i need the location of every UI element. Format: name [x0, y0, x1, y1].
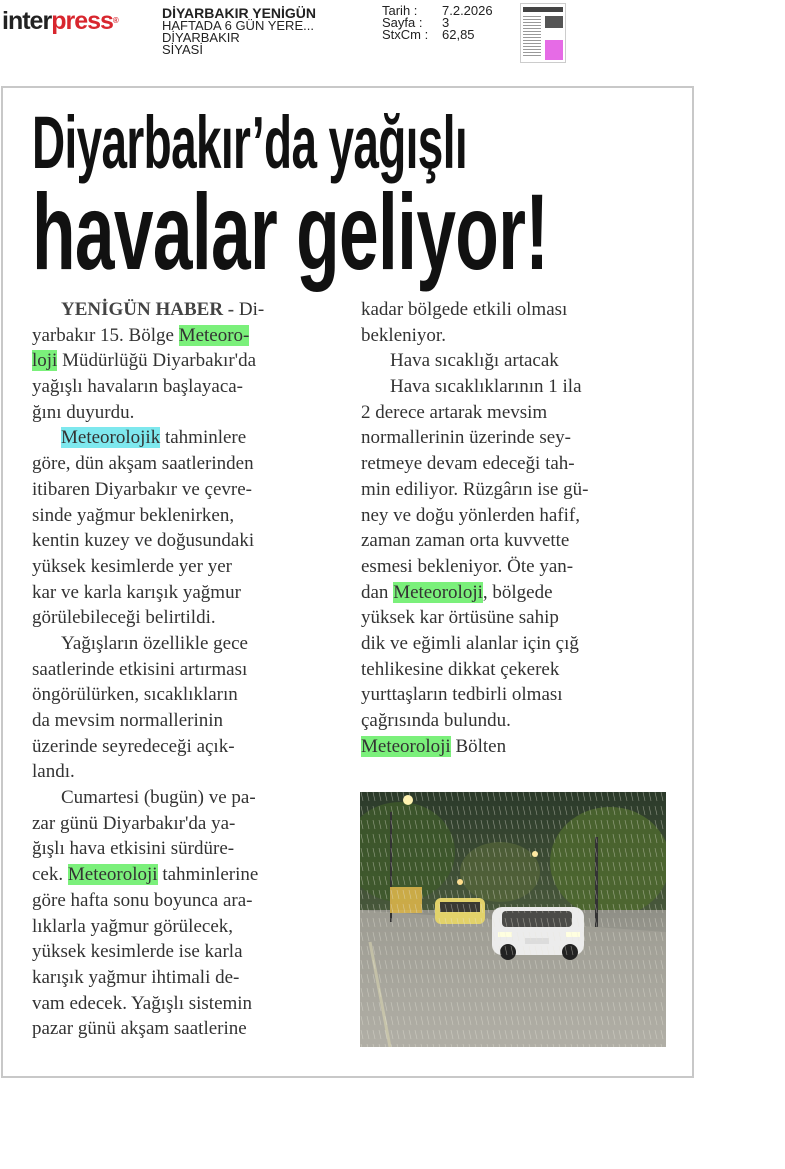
text-line: yüksek kesimlerde ise karla [32, 941, 243, 963]
text-line: göre hafta sonu boyunca ara- [32, 889, 253, 911]
text-line: kadar bölgede etkili olması [361, 299, 568, 320]
article-column-1 [32, 297, 337, 1042]
text-line: üzerinde seyredeceği açık- [32, 735, 235, 757]
page-thumbnail-icon[interactable] [520, 3, 566, 63]
keyword-highlight: Meteoro- [178, 324, 250, 346]
text-line: loji Müdürlüğü Diyarbakır'da [32, 350, 256, 372]
text-line: itibaren Diyarbakır ve çevre- [32, 478, 252, 500]
text-line: sinde yağmur beklenirken, [32, 504, 235, 526]
text-line: min ediliyor. Rüzgârın ise gü- [361, 478, 589, 500]
clipping-meta [382, 5, 493, 41]
text-line: ney ve doğu yönlerden hafif, [361, 504, 580, 526]
text-line: retmeye devam edeceği tah- [361, 453, 575, 475]
text-line: vam edecek. Yağışlı sistemin [32, 992, 253, 1014]
page-label: Sayfa : [382, 15, 423, 30]
keyword-highlight: loji [32, 350, 58, 372]
text-line: cek. Meteoroloji tahminlerine [32, 864, 259, 886]
date-value: 7.2.2026 [442, 3, 493, 18]
photo-illustration [360, 792, 666, 1047]
text-line: saatlerinde etkisini artırması [32, 658, 248, 680]
text-line: dik ve eğimli alanlar için çığ [361, 632, 579, 654]
section: SİYASİ [162, 42, 203, 57]
text-line: 2 derece artarak mevsim [361, 401, 548, 423]
text-line: da mevsim normallerinin [32, 710, 224, 731]
text-line: ğışlı hava etkisini sürdüre- [32, 838, 235, 860]
text-line: karışık yağmur ihtimali de- [32, 966, 240, 988]
thumb-text [523, 16, 541, 58]
keyword-highlight: Meteorolojik [61, 427, 161, 449]
text-line: landı. [32, 761, 75, 783]
thumb-highlight [545, 40, 563, 60]
article-short-title: HAFTADA 6 GÜN YERE... [162, 18, 314, 33]
stxcm-row [382, 29, 493, 41]
text-line: yurttaşların tedbirli olması [361, 684, 563, 706]
thumb-headline [523, 7, 563, 12]
text-line: Cumartesi (bugün) ve pa- [61, 787, 256, 809]
text-line: zaman zaman orta kuvvette [361, 530, 570, 552]
text-line: esmesi bekleniyor. Öte yan- [361, 555, 574, 577]
keyword-highlight: Meteoroloji [67, 864, 158, 886]
text-line: göre, dün akşam saatlerinden [32, 453, 254, 475]
logo-part2: press [51, 7, 113, 35]
text-line: pazar günü akşam saatlerine [32, 1018, 247, 1040]
text-line: Hava sıcaklıklarının 1 ila [390, 376, 582, 398]
text-line: lıklarla yağmur görülecek, [32, 915, 234, 937]
text-line: çağrısında bulundu. [361, 710, 511, 731]
text-line: bekleniyor. [361, 324, 446, 346]
text-line: yarbakır 15. Bölge Meteoro- [32, 324, 250, 346]
rainy-street-photo [360, 792, 666, 1047]
text-line: Meteoroloji Bölten [361, 735, 507, 757]
city: DİYARBAKIR [162, 30, 240, 45]
text-line: kar ve karla karışık yağmur [32, 581, 241, 603]
stxcm-value: 62,85 [442, 27, 475, 42]
byline: YENİGÜN HABER - [61, 299, 235, 320]
publication-info [162, 7, 316, 56]
text-line: yağışlı havaların başlayaca- [32, 376, 244, 398]
date-label: Tarih : [382, 3, 418, 18]
text-line: öngörülürken, sıcaklıkların [32, 684, 238, 706]
subheading: Hava sıcaklığı artacak [390, 350, 559, 372]
thumb-image [545, 16, 563, 28]
stxcm-label: StxCm : [382, 27, 429, 42]
headline-line2: havalar geliyor! [32, 171, 549, 292]
text-line: Yağışların özellikle gece [61, 632, 248, 654]
text-line: yüksek kar örtüsüne sahip [361, 607, 559, 629]
interpress-logo [2, 6, 118, 36]
text-line: ğını duyurdu. [32, 401, 135, 423]
text-line: kentin kuzey ve doğusundaki [32, 530, 255, 552]
logo-part1: inter [2, 7, 52, 35]
text-line: Meteorolojik tahminlere [61, 427, 247, 449]
keyword-highlight: Meteoroloji [393, 581, 483, 603]
logo-registered-mark: ® [112, 16, 118, 25]
headline-line1: Diyarbakır’da yağışlı [32, 101, 467, 184]
text-line: zar günü Diyarbakır'da ya- [32, 812, 236, 834]
text-line: yüksek kesimlerde yer yer [32, 555, 232, 577]
text-line: görülebileceği belirtildi. [32, 607, 216, 629]
publication-name: DİYARBAKIR YENİGÜN [162, 5, 317, 21]
text-line: normallerinin üzerinde sey- [361, 427, 571, 449]
text-line: YENİGÜN HABER - Di- [61, 299, 265, 320]
keyword-highlight: Meteoroloji [361, 735, 451, 757]
text-line: tehlikesine dikkat çekerek [361, 658, 560, 680]
text-line: dan Meteoroloji, bölgede [361, 581, 553, 603]
article-column-2 [361, 297, 666, 759]
page-value: 3 [442, 15, 450, 30]
